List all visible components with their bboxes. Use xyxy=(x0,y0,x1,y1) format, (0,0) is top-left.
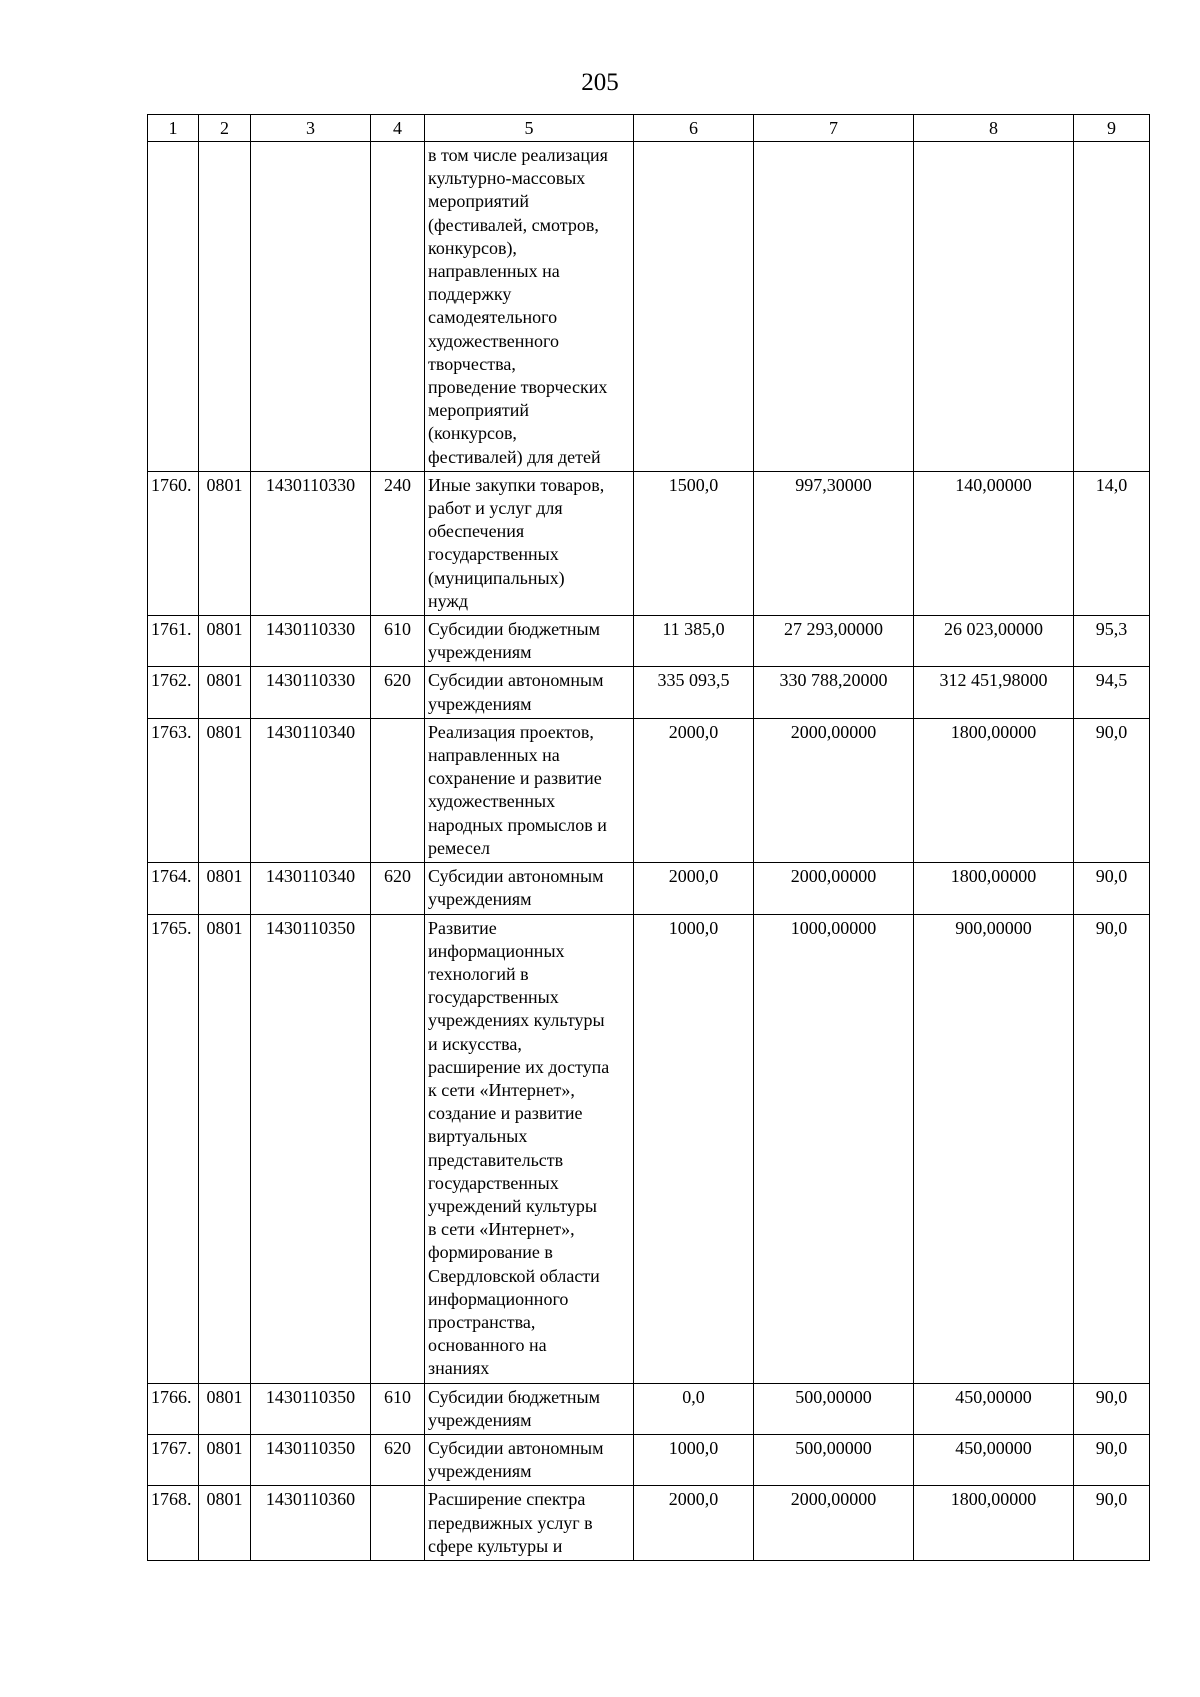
value-col6-cell xyxy=(634,142,754,472)
target-article-cell xyxy=(251,142,371,472)
expense-type-cell xyxy=(371,1486,425,1561)
page-number: 205 xyxy=(581,69,619,96)
row-number-cell: 1763. xyxy=(148,718,199,862)
row-number-cell: 1767. xyxy=(148,1434,199,1485)
table-row xyxy=(148,471,1150,615)
column-header: 2 xyxy=(199,115,251,142)
column-header: 9 xyxy=(1074,115,1150,142)
percent-cell: 90,0 xyxy=(1074,1434,1150,1485)
row-number-cell: 1766. xyxy=(148,1383,199,1434)
expense-type-cell xyxy=(371,914,425,1383)
name-cell: Развитие информационных технологий в государственных учреждениях культуры и искусства, расширение их доступа к сети «Интернет», создание и развитие виртуальных представительств государственных учреждений культуры в сети «Интернет», формирование в Свердловской области информационного пространства, основанного на знаниях xyxy=(425,914,634,1383)
value-col8-cell: 900,00000 xyxy=(914,914,1074,1383)
section-code-cell: 0801 xyxy=(199,1434,251,1485)
value-col7-cell: 500,00000 xyxy=(754,1434,914,1485)
value-col6-cell: 1500,0 xyxy=(634,471,754,615)
percent-cell xyxy=(1074,142,1150,472)
value-col7-cell: 997,30000 xyxy=(754,471,914,615)
section-code-cell: 0801 xyxy=(199,1486,251,1561)
percent-cell: 95,3 xyxy=(1074,616,1150,667)
expense-type-cell xyxy=(371,142,425,472)
value-col8-cell xyxy=(914,142,1074,472)
name-cell: Субсидии автономным учреждениям xyxy=(425,667,634,718)
column-header: 3 xyxy=(251,115,371,142)
row-number-cell: 1762. xyxy=(148,667,199,718)
name-cell: Субсидии автономным учреждениям xyxy=(425,863,634,914)
section-code-cell: 0801 xyxy=(199,1383,251,1434)
name-cell: Субсидии автономным учреждениям xyxy=(425,1434,634,1485)
value-col7-cell: 27 293,00000 xyxy=(754,616,914,667)
value-col8-cell: 450,00000 xyxy=(914,1383,1074,1434)
percent-cell: 90,0 xyxy=(1074,718,1150,862)
expense-type-cell xyxy=(371,718,425,862)
value-col8-cell: 1800,00000 xyxy=(914,863,1074,914)
value-col8-cell: 312 451,98000 xyxy=(914,667,1074,718)
name-cell: Иные закупки товаров, работ и услуг для обеспечения государственных (муниципальных) нужд xyxy=(425,471,634,615)
target-article-cell: 1430110350 xyxy=(251,1434,371,1485)
value-col6-cell: 2000,0 xyxy=(634,718,754,862)
target-article-cell: 1430110350 xyxy=(251,914,371,1383)
table-row xyxy=(148,863,1150,914)
section-code-cell xyxy=(199,142,251,472)
table-row xyxy=(148,1486,1150,1561)
expense-type-cell: 620 xyxy=(371,667,425,718)
percent-cell: 90,0 xyxy=(1074,914,1150,1383)
column-header: 4 xyxy=(371,115,425,142)
section-code-cell: 0801 xyxy=(199,471,251,615)
value-col7-cell: 2000,00000 xyxy=(754,863,914,914)
row-number-cell: 1768. xyxy=(148,1486,199,1561)
percent-cell: 90,0 xyxy=(1074,1383,1150,1434)
section-code-cell: 0801 xyxy=(199,914,251,1383)
target-article-cell: 1430110340 xyxy=(251,863,371,914)
table-row xyxy=(148,718,1150,862)
table-row xyxy=(148,914,1150,1383)
table-row xyxy=(148,1434,1150,1485)
row-number-cell: 1761. xyxy=(148,616,199,667)
column-header: 7 xyxy=(754,115,914,142)
column-header: 8 xyxy=(914,115,1074,142)
value-col7-cell: 500,00000 xyxy=(754,1383,914,1434)
value-col8-cell: 1800,00000 xyxy=(914,718,1074,862)
section-code-cell: 0801 xyxy=(199,667,251,718)
table-row xyxy=(148,1383,1150,1434)
expense-type-cell: 620 xyxy=(371,1434,425,1485)
name-cell: Реализация проектов, направленных на сохранение и развитие художественных народных промыслов и ремесел xyxy=(425,718,634,862)
column-header: 6 xyxy=(634,115,754,142)
table-row xyxy=(148,616,1150,667)
row-number-cell: 1764. xyxy=(148,863,199,914)
value-col7-cell: 2000,00000 xyxy=(754,1486,914,1561)
target-article-cell: 1430110330 xyxy=(251,471,371,615)
expense-type-cell: 610 xyxy=(371,616,425,667)
column-header: 1 xyxy=(148,115,199,142)
row-number-cell xyxy=(148,142,199,472)
value-col8-cell: 140,00000 xyxy=(914,471,1074,615)
target-article-cell: 1430110330 xyxy=(251,667,371,718)
column-header: 5 xyxy=(425,115,634,142)
value-col6-cell: 2000,0 xyxy=(634,1486,754,1561)
value-col8-cell: 26 023,00000 xyxy=(914,616,1074,667)
row-number-cell: 1760. xyxy=(148,471,199,615)
value-col6-cell: 11 385,0 xyxy=(634,616,754,667)
row-number-cell: 1765. xyxy=(148,914,199,1383)
value-col8-cell: 1800,00000 xyxy=(914,1486,1074,1561)
value-col7-cell: 2000,00000 xyxy=(754,718,914,862)
table-row xyxy=(148,667,1150,718)
name-cell: Субсидии бюджетным учреждениям xyxy=(425,616,634,667)
percent-cell: 14,0 xyxy=(1074,471,1150,615)
value-col6-cell: 335 093,5 xyxy=(634,667,754,718)
percent-cell: 90,0 xyxy=(1074,1486,1150,1561)
percent-cell: 94,5 xyxy=(1074,667,1150,718)
value-col6-cell: 0,0 xyxy=(634,1383,754,1434)
target-article-cell: 1430110350 xyxy=(251,1383,371,1434)
value-col8-cell: 450,00000 xyxy=(914,1434,1074,1485)
header-row xyxy=(148,115,1150,142)
expense-type-cell: 620 xyxy=(371,863,425,914)
percent-cell: 90,0 xyxy=(1074,863,1150,914)
target-article-cell: 1430110360 xyxy=(251,1486,371,1561)
name-cell: Расширение спектра передвижных услуг в сфере культуры и xyxy=(425,1486,634,1561)
name-cell: в том числе реализация культурно-массовых мероприятий (фестивалей, смотров, конкурсов), направленных на поддержку самодеятельного художественного творчества, проведение творческих мероприятий (конкурсов, фестивалей) для детей xyxy=(425,142,634,472)
value-col7-cell: 330 788,20000 xyxy=(754,667,914,718)
section-code-cell: 0801 xyxy=(199,616,251,667)
section-code-cell: 0801 xyxy=(199,718,251,862)
section-code-cell: 0801 xyxy=(199,863,251,914)
table-row xyxy=(148,142,1150,472)
target-article-cell: 1430110340 xyxy=(251,718,371,862)
value-col6-cell: 1000,0 xyxy=(634,1434,754,1485)
value-col7-cell xyxy=(754,142,914,472)
value-col7-cell: 1000,00000 xyxy=(754,914,914,1383)
value-col6-cell: 2000,0 xyxy=(634,863,754,914)
target-article-cell: 1430110330 xyxy=(251,616,371,667)
budget-table xyxy=(147,114,1150,1561)
expense-type-cell: 610 xyxy=(371,1383,425,1434)
name-cell: Субсидии бюджетным учреждениям xyxy=(425,1383,634,1434)
value-col6-cell: 1000,0 xyxy=(634,914,754,1383)
expense-type-cell: 240 xyxy=(371,471,425,615)
